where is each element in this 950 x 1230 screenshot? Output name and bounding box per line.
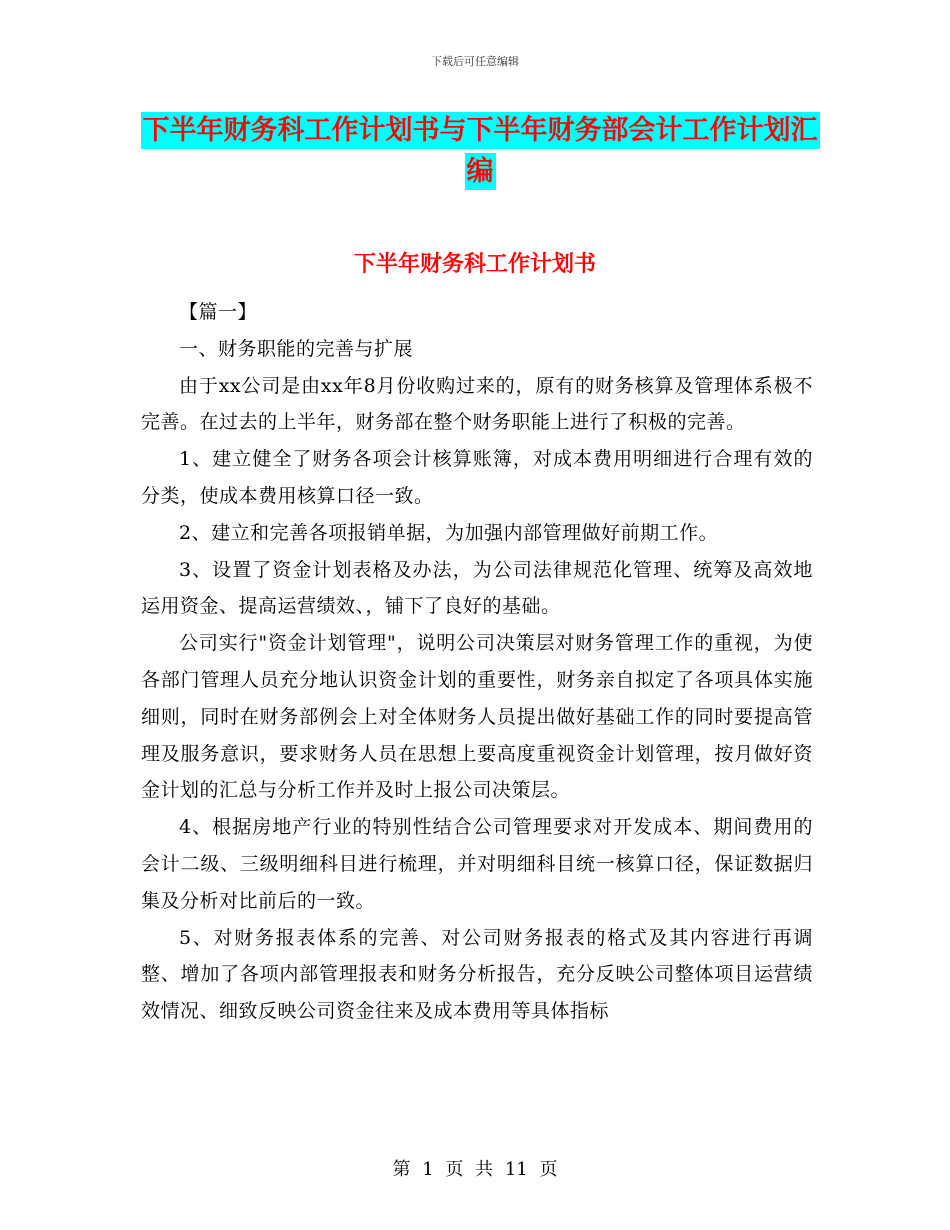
paragraph-item-5: 5、对财务报表体系的完善、对公司财务报表的格式及其内容进行再调整、增加了各项内部管理报表和财务分析报告，充分反映公司整体项目运营绩效情况、细致反映公司资金往来及成本费用等具体指标 xyxy=(141,926,813,1023)
document-title-text: 下半年财务科工作计划书与下半年财务部会计工作计划汇编 xyxy=(141,112,820,190)
paragraph-intro: 由于xx公司是由xx年8月份收购过来的，原有的财务核算及管理体系极不完善。在过去的上半年，财务部在整个财务职能上进行了积极的完善。 xyxy=(141,374,813,434)
document-body xyxy=(141,294,813,1030)
document-title xyxy=(140,110,820,192)
section-title: 下半年财务科工作计划书 xyxy=(353,252,596,277)
paragraph-fund-plan: 公司实行"资金计划管理"，说明公司决策层对财务管理工作的重视，为使各部门管理人员充分地认识资金计划的重要性，财务亲自拟定了各项具体实施细则，同时在财务部例会上对全体财务人员提出做好基础工作的同时要提高管理及服务意识，要求财务人员在思想上要高度重视资金计划管理，按月做好资金计划的汇总与分析工作并及时上报公司决策层。 xyxy=(141,632,813,802)
paragraph-item-3: 3、设置了资金计划表格及办法，为公司法律规范化管理、统筹及高效地运用资金、提高运营绩效、，铺下了良好的基础。 xyxy=(141,558,813,618)
paragraph-part-label: 【篇一】 xyxy=(179,301,258,323)
header-note: 下载后可任意编辑 xyxy=(431,55,519,68)
paragraph-item-2: 2、建立和完善各项报销单据，为加强内部管理做好前期工作。 xyxy=(179,521,719,544)
paragraph-item-1: 1、建立健全了财务各项会计核算账簿，对成本费用明细进行合理有效的分类，使成本费用核算口径一致。 xyxy=(141,448,813,507)
page-number: 第 1 页 共 11 页 xyxy=(392,1159,558,1180)
paragraph-heading: 一、财务职能的完善与扩展 xyxy=(179,337,414,360)
paragraph-item-4: 4、根据房地产行业的特别性结合公司管理要求对开发成本、期间费用的会计二级、三级明细科目进行梳理，并对明细科目统一核算口径，保证数据归集及分析对比前后的一致。 xyxy=(141,816,813,912)
